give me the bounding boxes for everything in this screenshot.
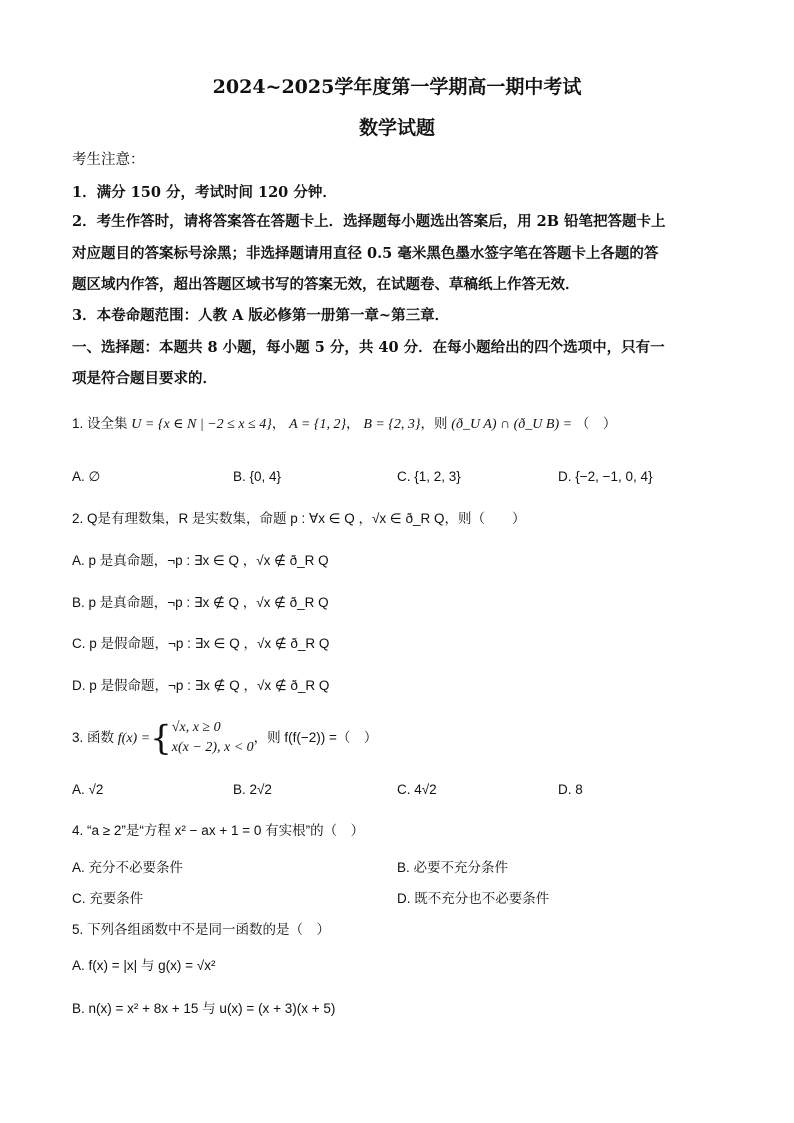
question-2-stem: 2. Q是有理数集，R 是实数集，命题 p : ∀x ∈ Q ，√x ∈ ð_R Q，则（ ） (72, 511, 526, 526)
question-5-option-a: A. f(x) = |x| 与 g(x) = √x² (72, 958, 216, 973)
notice-item-1: 1．满分 150 分，考试时间 120 分钟． (72, 184, 337, 201)
question-3-function: f(x) = (117, 731, 151, 746)
notice-item-2-line-1: 2．考生作答时，请将答案答在答题卡上．选择题每小题选出答案后，用 2B 铅笔把答题卡上 (72, 213, 666, 230)
question-3-prefix: 3. 函数 (72, 730, 115, 745)
question-1-option-b: B. {0, 4} (233, 469, 282, 484)
question-4-option-a: A. 充分不必要条件 (72, 860, 184, 875)
question-1-paren: （ ） (575, 416, 617, 431)
question-3-option-b: B. 2√2 (233, 782, 272, 797)
piecewise-case-2: x(x − 2), x < 0 (171, 740, 254, 756)
question-2-option-a: A. p 是真命题，¬p : ∃x ∈ Q ，√x ∉ ð_R Q (72, 553, 329, 568)
section-1-intro-line-1: 一、选择题：本题共 8 小题，每小题 5 分，共 40 分．在每小题给出的四个选项中，只有一 (72, 339, 665, 356)
notice-item-2-line-3: 题区域内作答，超出答题区域书写的答案无效，在试题卷、草稿纸上作答无效． (72, 276, 580, 293)
question-1-stem: 1. 设全集 U = {x ∈ N | −2 ≤ x ≤ 4}， A = {1, 2}， B = {2, 3}，则 (ð_U A) ∩ (ð_U B) = （ ） (72, 416, 617, 432)
question-4-stem: 4. “a ≥ 2”是“方程 x² − ax + 1 = 0 有实根”的（ ） (72, 823, 365, 838)
question-3-option-d: D. 8 (558, 782, 583, 797)
question-1-option-c: C. {1, 2, 3} (397, 469, 461, 484)
notice-item-3: 3．本卷命题范围：人教 A 版必修第一册第一章~第三章． (72, 307, 450, 324)
section-1-intro-line-2: 项是符合题目要求的． (72, 370, 217, 387)
piecewise-cases (172, 718, 254, 758)
notice-heading: 考生注意： (72, 152, 145, 168)
question-1-option-d: D. {−2, −1, 0, 4} (558, 469, 653, 484)
piecewise-brace: { (150, 718, 172, 759)
question-1-set-a: A = {1, 2} (289, 417, 347, 432)
question-4-option-d: D. 既不充分也不必要条件 (397, 891, 550, 906)
question-3-option-c: C. 4√2 (397, 782, 437, 797)
exam-title: 2024~2025学年度第一学期高一期中考试 (212, 76, 582, 98)
question-1-set-b: B = {2, 3} (363, 417, 421, 432)
question-4-option-b: B. 必要不充分条件 (397, 860, 509, 875)
question-5-option-b: B. n(x) = x² + 8x + 15 与 u(x) = (x + 3)(x + 5) (72, 1001, 336, 1016)
question-5-stem: 5. 下列各组函数中不是同一函数的是（ ） (72, 922, 331, 937)
piecewise-case-1: √x, x ≥ 0 (171, 720, 221, 736)
question-1-prefix: 1. 设全集 (72, 416, 128, 431)
question-2-option-d: D. p 是假命题，¬p : ∃x ∉ Q ，√x ∉ ð_R Q (72, 678, 330, 693)
question-4-option-c: C. 充要条件 (72, 891, 144, 906)
question-3-option-a: A. √2 (72, 782, 104, 797)
notice-item-2-line-2: 对应题目的答案标号涂黑；非选择题请用直径 0.5 毫米黑色墨水签字笔在答题卡上各题的答 (72, 245, 659, 262)
question-1-universal-set: U = {x ∈ N | −2 ≤ x ≤ 4} (131, 417, 272, 432)
question-2-option-c: C. p 是假命题，¬p : ∃x ∈ Q ，√x ∉ ð_R Q (72, 636, 330, 651)
question-3-stem (72, 713, 377, 763)
question-2-option-b: B. p 是真命题，¬p : ∃x ∉ Q ，√x ∉ ð_R Q (72, 595, 329, 610)
exam-subtitle: 数学试题 (358, 117, 435, 139)
question-1-tail: ，则 (420, 416, 448, 431)
question-3-tail: ，则 f(f(−2)) =（ ） (253, 730, 378, 745)
question-1-expression: (ð_U A) ∩ (ð_U B) = (451, 417, 573, 432)
question-1-option-a: A. ∅ (72, 469, 101, 484)
